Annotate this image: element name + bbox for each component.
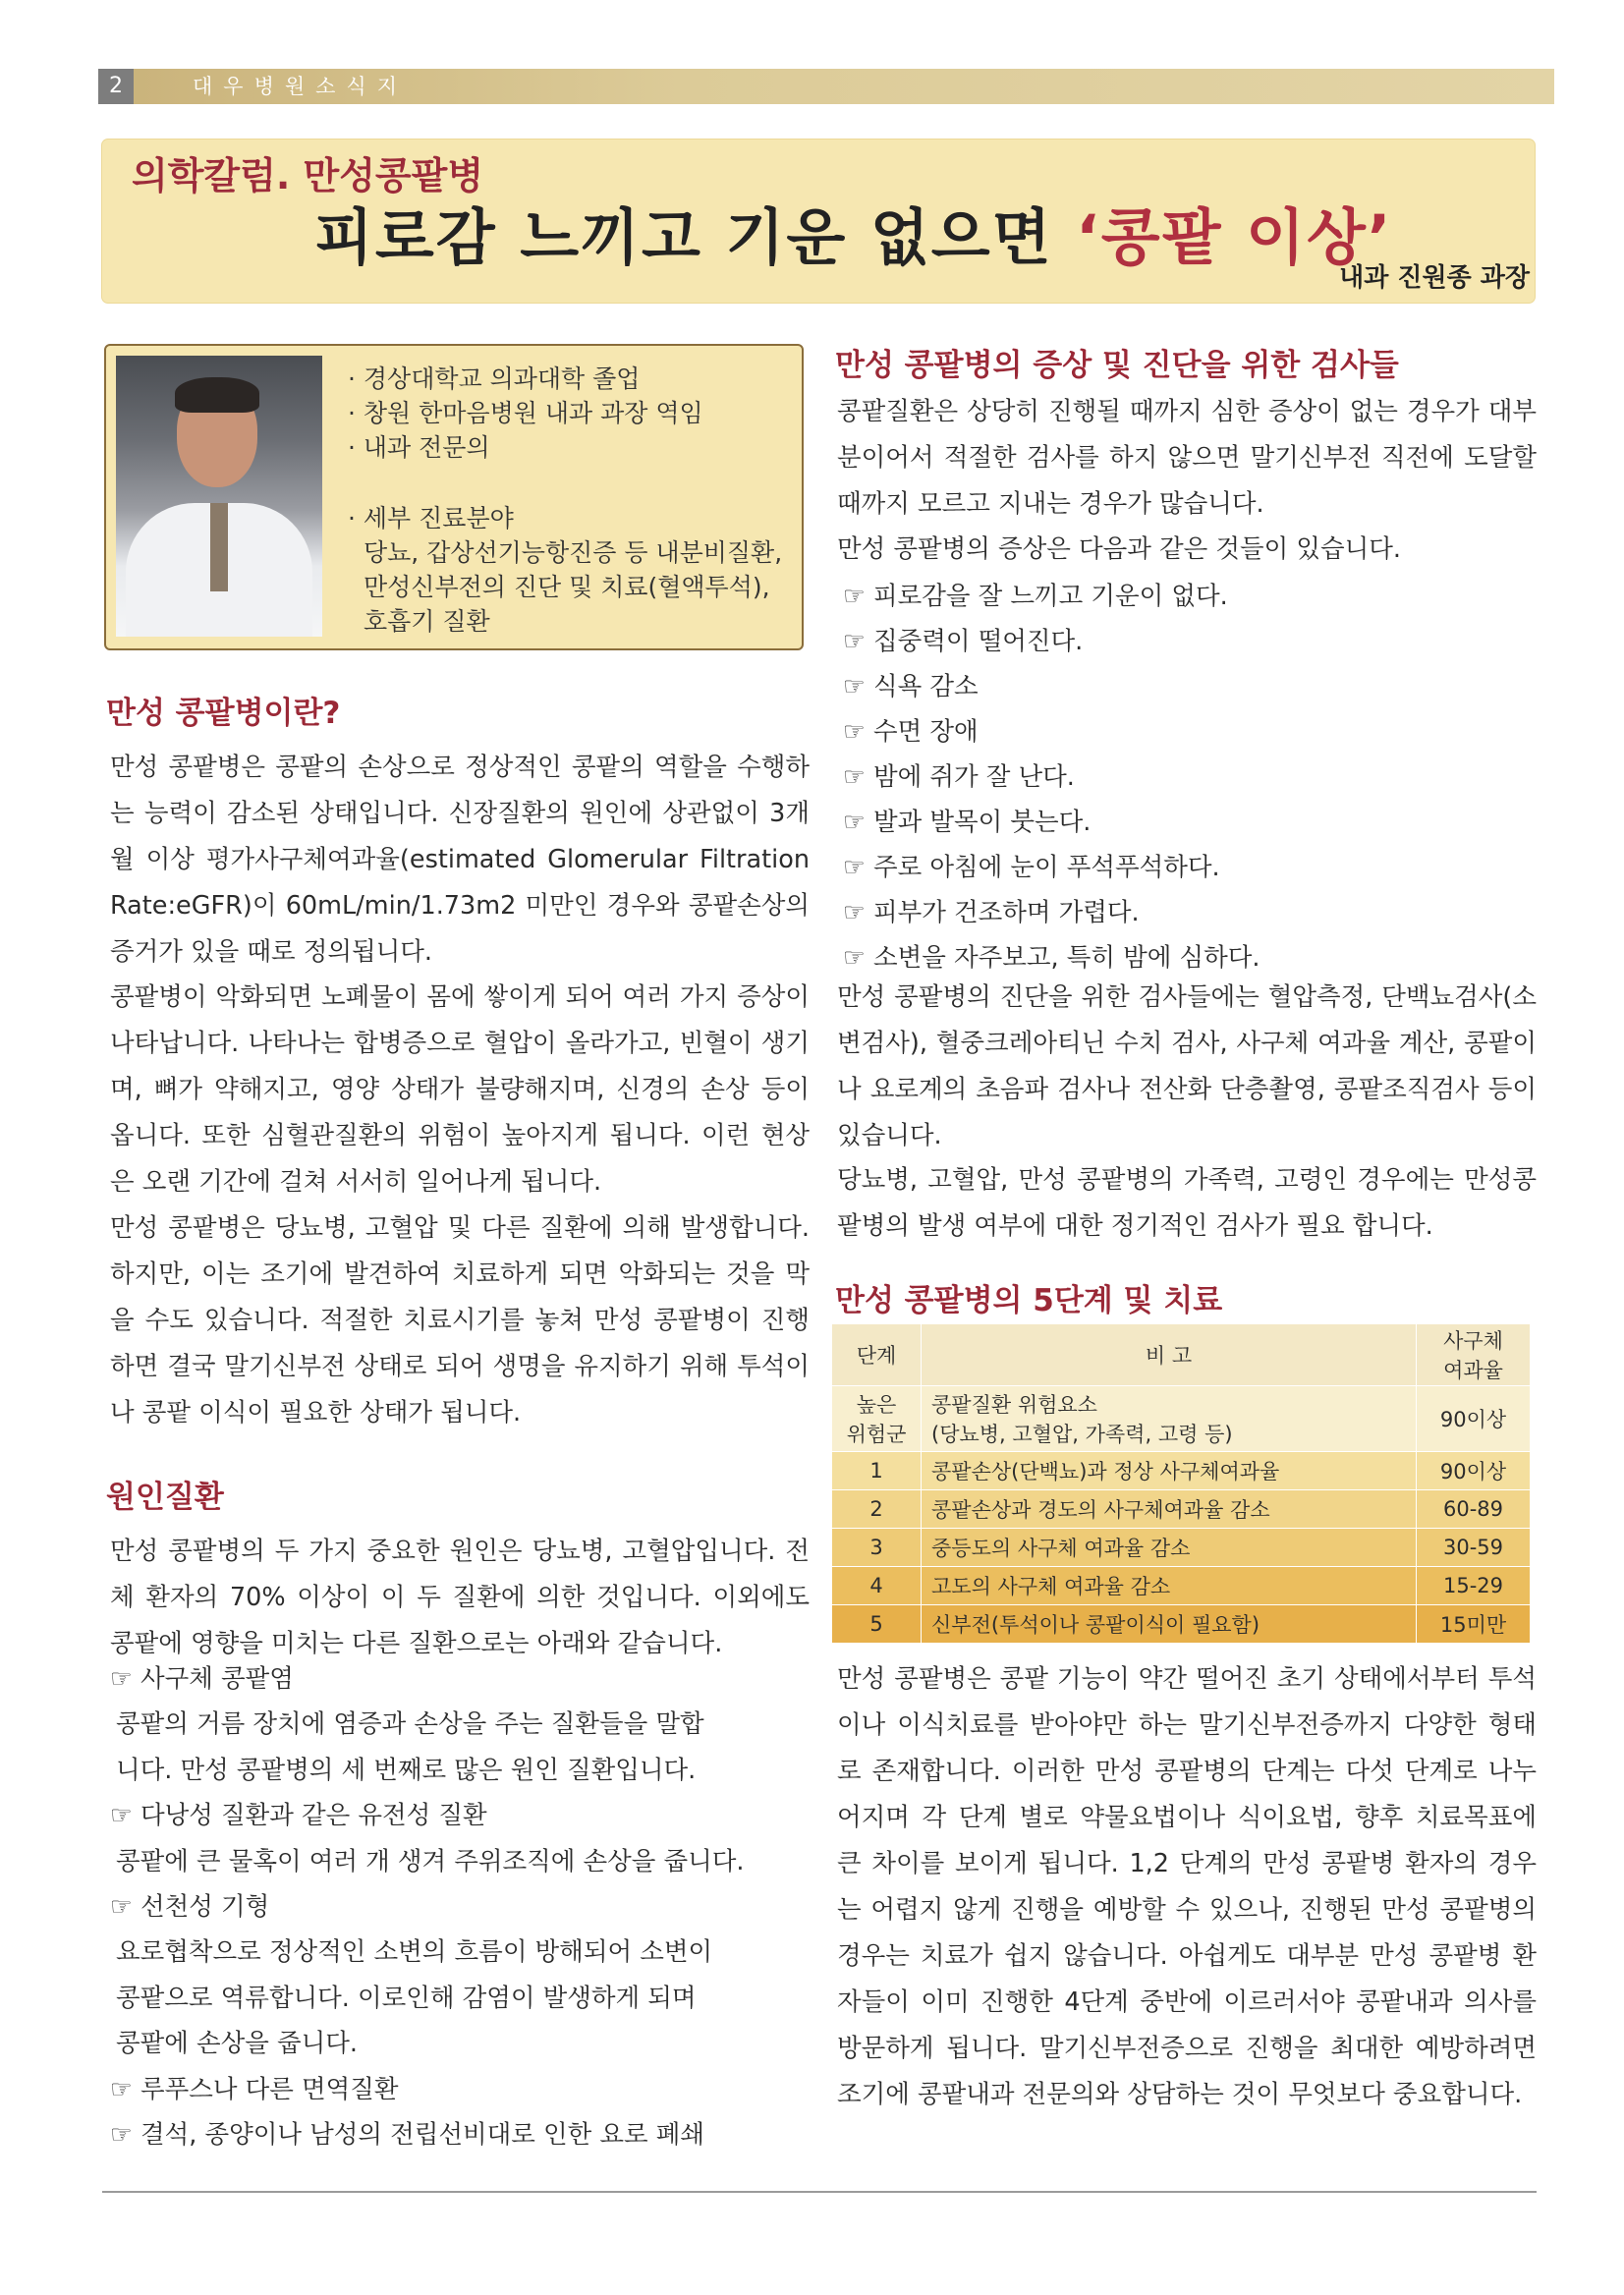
table-row xyxy=(832,1567,1531,1605)
th-note: 비 고 xyxy=(922,1324,1417,1386)
cell-stage: 높은 위험군 xyxy=(832,1386,922,1452)
cell-stage: 4 xyxy=(832,1567,922,1605)
page-number: 2 xyxy=(98,69,134,104)
cause-title: ☞ 다낭성 질환과 같은 유전성 질환 xyxy=(110,1801,487,1831)
cell-stage: 3 xyxy=(832,1529,922,1567)
what-paragraph-1: 만성 콩팥병은 콩팥의 손상으로 정상적인 콩팥의 역할을 수행하는 능력이 감소된 상태입니다. 신장질환의 원인에 상관없이 3개월 이상 평가사구체여과율(estimated Glomerular Filtration Rate:eGFR)이 60mL/min/1.73m2 미만인 경우와 콩팥손상의 증거가 있을 때로 정의됩니다. xyxy=(110,753,810,967)
specialty-body: 당뇨, 갑상선기능항진증 등 내분비질환, 만성신부전의 진단 및 치료(혈액투석), 호흡기 질환 xyxy=(364,538,783,636)
cell-gfr: 30-59 xyxy=(1417,1529,1531,1567)
career-list xyxy=(348,362,703,465)
career-item: · 내과 전문의 xyxy=(348,433,490,462)
table-row xyxy=(832,1386,1531,1452)
causes-intro: 만성 콩팥병의 두 가지 중요한 원인은 당뇨병, 고혈압입니다. 전체 환자의 70% 이상이 이 두 질환에 의한 것입니다. 이외에도 콩팥에 영향을 미치는 다른 질환으로는 아래와 같습니다. xyxy=(110,1537,810,1658)
cell-gfr: 60-89 xyxy=(1417,1490,1531,1529)
table-row xyxy=(832,1490,1531,1529)
headline-main: 피로감 느끼고 기운 없으면 xyxy=(314,201,1077,273)
causes-list xyxy=(110,1656,810,2157)
cell-note: 고도의 사구체 여과율 감소 xyxy=(922,1567,1417,1605)
career-item: · 경상대학교 의과대학 졸업 xyxy=(348,364,641,393)
heading-what: 만성 콩팥병이란? xyxy=(106,696,341,731)
cell-stage: 1 xyxy=(832,1452,922,1490)
symptom-item: ☞ 소변을 자주보고, 특히 밤에 심하다. xyxy=(843,943,1260,973)
cause-desc: 콩팥의 거름 장치에 염증과 손상을 주는 질환들을 말합 니다. 만성 콩팥병의 세 번째로 많은 원인 질환입니다. xyxy=(116,1709,704,1785)
author-profile xyxy=(104,344,804,650)
cell-note: 콩팥질환 위험요소 (당뇨병, 고혈압, 가족력, 고령 등) xyxy=(922,1386,1417,1452)
cell-note: 신부전(투석이나 콩팥이식이 필요함) xyxy=(922,1605,1417,1644)
column-kicker: 의학칼럼. 만성콩팥병 xyxy=(132,154,484,197)
cause-title: ☞ 선천성 기형 xyxy=(110,1892,270,1923)
cell-gfr: 90이상 xyxy=(1417,1386,1531,1452)
table-row xyxy=(832,1452,1531,1490)
cell-gfr: 90이상 xyxy=(1417,1452,1531,1490)
symptom-item: ☞ 발과 발목이 붓는다. xyxy=(843,808,1092,837)
symptom-item: ☞ 밤에 쥐가 잘 난다. xyxy=(843,762,1075,792)
cell-stage: 5 xyxy=(832,1605,922,1644)
symptom-item: ☞ 수면 장애 xyxy=(843,717,979,747)
th-gfr: 사구체 여과율 xyxy=(1417,1324,1531,1386)
cell-note: 중등도의 사구체 여과율 감소 xyxy=(922,1529,1417,1567)
symptoms-lead: 만성 콩팥병의 증상은 다음과 같은 것들이 있습니다. xyxy=(837,534,1402,564)
th-stage: 단계 xyxy=(832,1324,922,1386)
what-paragraph-2: 콩팥병이 악화되면 노폐물이 몸에 쌓이게 되어 여러 가지 증상이 나타납니다. 나타나는 합병증으로 혈압이 올라가고, 빈혈이 생기며, 뼈가 약해지고, 영양 상태가 불량해지며, 신경의 손상 등이 옵니다. 또한 심혈관질환의 위험이 높아지게 됩니다. 이런 현상은 오랜 기간에 걸쳐 서서히 일어나게 됩니다. xyxy=(110,982,810,1197)
symptom-item: ☞ 식욕 감소 xyxy=(843,672,979,701)
diagnosis-paragraph: 만성 콩팥병의 진단을 위한 검사들에는 혈압측정, 단백뇨검사(소변검사), 혈중크레아티닌 수치 검사, 사구체 여과율 계산, 콩팥이나 요로계의 초음파 검사나 전산화 단층촬영, 콩팥조직검사 등이 있습니다. xyxy=(837,982,1537,1150)
symptom-item: ☞ 집중력이 떨어진다. xyxy=(843,627,1084,656)
symptom-list xyxy=(843,574,1260,980)
cell-gfr: 15-29 xyxy=(1417,1567,1531,1605)
author-photo xyxy=(116,356,322,637)
stages-paragraph: 만성 콩팥병은 콩팥 기능이 약간 떨어진 초기 상태에서부터 투석이나 이식치료를 받아야만 하는 말기신부전증까지 다양한 형태로 존재합니다. 이러한 만성 콩팥병의 단계는 다섯 단계로 나누어지며 각 단계 별로 약물요법이나 식이요법, 향후 치료목표에 큰 차이를 보이게 됩니다. 1,2 단계의 만성 콩팥병 환자의 경우는 어렵지 않게 진행을 예방할 수 있으나, 진행된 만성 콩팥병의 경우는 치료가 쉽지 않습니다. 아쉽게도 대부분 만성 콩팥병 환자들이 이미 진행한 4단계 중반에 이르러서야 콩팥내과 의사를 방문하게 됩니다. 말기신부전증으로 진행을 최대한 예방하려면 조기에 콩팥내과 전문의와 상담하는 것이 무엇보다 중요합니다. xyxy=(837,1664,1537,2109)
table-row xyxy=(832,1529,1531,1567)
heading-causes: 원인질환 xyxy=(106,1480,224,1515)
cause-title: ☞ 루푸스나 다른 면역질환 xyxy=(110,2074,399,2104)
cell-note: 콩팥손상과 경도의 사구체여과율 감소 xyxy=(922,1490,1417,1529)
photo-tie xyxy=(210,503,228,591)
cell-gfr: 15미만 xyxy=(1417,1605,1531,1644)
photo-hair xyxy=(175,377,259,413)
newsletter-name: 대우병원소식지 xyxy=(193,75,409,98)
heading-stages: 만성 콩팥병의 5단계 및 치료 xyxy=(835,1283,1223,1318)
symptom-item: ☞ 피부가 건조하며 가렵다. xyxy=(843,898,1140,927)
headline xyxy=(314,189,1392,276)
author-byline: 내과 진원종 과장 xyxy=(1339,263,1530,293)
cause-title: ☞ 결석, 종양이나 남성의 전립선비대로 인한 요로 폐쇄 xyxy=(110,2120,705,2151)
heading-symptoms: 만성 콩팥병의 증상 및 진단을 위한 검사들 xyxy=(835,348,1399,383)
symptom-item: ☞ 주로 아침에 눈이 푸석푸석하다. xyxy=(843,853,1220,882)
family-paragraph: 당뇨병, 고혈압, 만성 콩팥병의 가족력, 고령인 경우에는 만성콩팥병의 발생 여부에 대한 정기적인 검사가 필요 합니다. xyxy=(837,1165,1537,1241)
cause-title: ☞ 사구체 콩팥염 xyxy=(110,1664,294,1694)
specialty xyxy=(348,501,782,639)
specialty-label: · 세부 진료분야 xyxy=(348,504,514,532)
footer-rule xyxy=(102,2191,1537,2193)
cause-desc: 콩팥에 큰 물혹이 여러 개 생겨 주위조직에 손상을 줍니다. xyxy=(116,1846,745,1876)
cell-stage: 2 xyxy=(832,1490,922,1529)
headline-accent: ‘콩팥 이상’ xyxy=(1076,201,1393,273)
table-row xyxy=(832,1605,1531,1644)
stage-table xyxy=(831,1323,1531,1644)
career-item: · 창원 한마음병원 내과 과장 역임 xyxy=(348,399,703,427)
symptoms-intro: 콩팥질환은 상당히 진행될 때까지 심한 증상이 없는 경우가 대부분이어서 적절한 검사를 하지 않으면 말기신부전 직전에 도달할 때까지 모르고 지내는 경우가 많습니다. xyxy=(837,397,1537,519)
cell-note: 콩팥손상(단백뇨)과 정상 사구체여과율 xyxy=(922,1452,1417,1490)
cause-desc: 요로협착으로 정상적인 소변의 흐름이 방해되어 소변이 콩팥으로 역류합니다. 이로인해 감염이 발생하게 되며 콩팥에 손상을 줍니다. xyxy=(116,1937,713,2059)
what-paragraph-3: 만성 콩팥병은 당뇨병, 고혈압 및 다른 질환에 의해 발생합니다. 하지만, 이는 조기에 발견하여 치료하게 되면 악화되는 것을 막을 수도 있습니다. 적절한 치료시기를 놓쳐 만성 콩팥병이 진행하면 결국 말기신부전 상태로 되어 생명을 유지하기 위해 투석이나 콩팥 이식이 필요한 상태가 됩니다. xyxy=(110,1213,810,1427)
symptom-item: ☞ 피로감을 잘 느끼고 기운이 없다. xyxy=(843,582,1228,611)
